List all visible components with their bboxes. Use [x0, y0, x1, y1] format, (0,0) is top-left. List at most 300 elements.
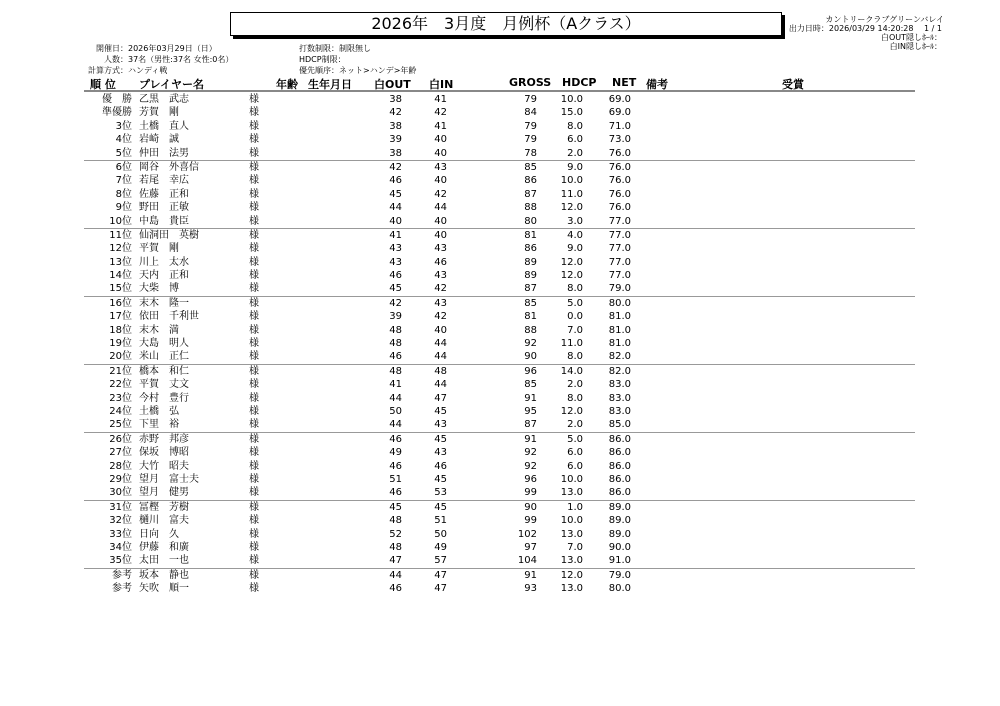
- results-table: [84, 93, 915, 595]
- gross-score: 85: [524, 161, 537, 173]
- in-score: 47: [434, 569, 447, 581]
- table-row: [84, 501, 915, 514]
- rank-cell: 15位: [109, 283, 132, 295]
- out-score: 44: [389, 569, 402, 581]
- honorific: 様: [249, 555, 259, 567]
- hdcp-value: 4.0: [567, 229, 583, 241]
- player-name: 望月 富士夫: [139, 473, 199, 485]
- hdcp-value: 10.0: [560, 175, 583, 187]
- score-limit: 打数制限：制限無し: [299, 44, 371, 53]
- rank-cell: 30位: [109, 487, 132, 499]
- net-score: 86.0: [608, 460, 631, 472]
- honorific: 様: [249, 188, 259, 200]
- out-score: 40: [389, 215, 402, 227]
- net-score: 89.0: [608, 501, 631, 513]
- gross-score: 92: [524, 460, 537, 472]
- gross-score: 87: [524, 419, 537, 431]
- net-score: 82.0: [608, 351, 631, 363]
- net-score: 86.0: [608, 473, 631, 485]
- honorific: 様: [249, 175, 259, 187]
- honorific: 様: [249, 351, 259, 363]
- header-rank: 順 位: [90, 78, 116, 91]
- hdcp-value: 13.0: [560, 528, 583, 540]
- gross-score: 79: [524, 120, 537, 132]
- out-score: 45: [389, 188, 402, 200]
- player-name: 乙黒 武志: [139, 94, 189, 105]
- player-name: 太田 一也: [139, 555, 189, 567]
- honorific: 様: [249, 134, 259, 146]
- net-score: 83.0: [608, 379, 631, 391]
- honorific: 様: [249, 270, 259, 282]
- in-score: 50: [434, 528, 447, 540]
- out-score: 39: [389, 134, 402, 146]
- table-row: [84, 460, 915, 473]
- out-score: 45: [389, 501, 402, 513]
- table-row: [84, 418, 915, 432]
- rank-cell: 20位: [109, 351, 132, 363]
- net-score: 86.0: [608, 447, 631, 459]
- rank-cell: 29位: [109, 473, 132, 485]
- player-name: 佐藤 正和: [139, 188, 189, 200]
- honorific: 様: [249, 256, 259, 268]
- net-score: 89.0: [608, 515, 631, 527]
- table-row: [84, 201, 915, 214]
- player-name: 土橋 弘: [139, 405, 179, 417]
- gross-score: 89: [524, 256, 537, 268]
- player-name: 仙洞田 英樹: [139, 229, 199, 241]
- net-score: 83.0: [608, 392, 631, 404]
- table-row: [84, 514, 915, 527]
- rank-cell: 34位: [109, 541, 132, 553]
- player-name: 伊藤 和廣: [139, 541, 189, 553]
- net-score: 77.0: [608, 215, 631, 227]
- player-name: 末木 満: [139, 324, 179, 336]
- player-name: 保坂 博昭: [139, 447, 189, 459]
- header-age: 年齢: [276, 78, 298, 91]
- participant-count: 人数：37名（男性:37名 女性:0名）: [104, 55, 234, 64]
- table-row: [84, 133, 915, 146]
- in-score: 47: [434, 583, 447, 595]
- net-score: 91.0: [608, 555, 631, 567]
- hdcp-value: 12.0: [560, 569, 583, 581]
- rank-cell: 準優勝: [102, 107, 132, 119]
- out-score: 38: [389, 94, 402, 105]
- hdcp-value: 10.0: [560, 473, 583, 485]
- hdcp-value: 2.0: [567, 147, 583, 159]
- rank-cell: 5位: [115, 147, 132, 159]
- net-score: 73.0: [608, 134, 631, 146]
- net-score: 81.0: [608, 338, 631, 350]
- gross-score: 97: [524, 541, 537, 553]
- table-row: [84, 120, 915, 133]
- rank-cell: 6位: [115, 161, 132, 173]
- in-score: 43: [434, 161, 447, 173]
- honorific: 様: [249, 297, 259, 309]
- rank-cell: 9位: [115, 202, 132, 214]
- gross-score: 87: [524, 283, 537, 295]
- table-header: [84, 75, 915, 92]
- honorific: 様: [249, 528, 259, 540]
- out-score: 48: [389, 515, 402, 527]
- hdcp-value: 6.0: [567, 447, 583, 459]
- rank-cell: 3位: [115, 120, 132, 132]
- in-score: 40: [434, 134, 447, 146]
- in-score: 40: [434, 229, 447, 241]
- table-row: [84, 161, 915, 174]
- rank-cell: 28位: [109, 460, 132, 472]
- gross-score: 87: [524, 188, 537, 200]
- header-birthdate: 生年月日: [308, 78, 352, 91]
- out-score: 48: [389, 324, 402, 336]
- out-score: 46: [389, 460, 402, 472]
- honorific: 様: [249, 147, 259, 159]
- rank-cell: 23位: [109, 392, 132, 404]
- hdcp-limit: HDCP制限：: [299, 55, 346, 64]
- gross-score: 85: [524, 379, 537, 391]
- table-row: [84, 473, 915, 486]
- gross-score: 95: [524, 405, 537, 417]
- table-row: [84, 378, 915, 391]
- header-gross: GROSS: [509, 76, 552, 89]
- hdcp-value: 2.0: [567, 379, 583, 391]
- player-name: 野田 正敏: [139, 202, 189, 214]
- net-score: 85.0: [608, 419, 631, 431]
- hdcp-value: 12.0: [560, 202, 583, 214]
- gross-score: 84: [524, 107, 537, 119]
- table-row: [84, 215, 915, 229]
- player-name: 矢吹 順一: [139, 583, 189, 595]
- player-name: 大柴 博: [139, 283, 179, 295]
- net-score: 86.0: [608, 433, 631, 445]
- hdcp-value: 13.0: [560, 583, 583, 595]
- rank-cell: 19位: [109, 338, 132, 350]
- in-score: 57: [434, 555, 447, 567]
- rank-cell: 参考: [112, 569, 132, 581]
- rank-cell: 12位: [109, 243, 132, 255]
- out-score: 46: [389, 487, 402, 499]
- header-name: プレイヤー名: [139, 78, 205, 91]
- gross-score: 102: [517, 528, 537, 540]
- in-score: 42: [434, 107, 447, 119]
- gross-score: 93: [524, 583, 537, 595]
- net-score: 81.0: [608, 311, 631, 323]
- rank-cell: 26位: [109, 433, 132, 445]
- report-title: 2026年 3月度 月例杯（Aクラス）: [230, 12, 782, 36]
- honorific: 様: [249, 487, 259, 499]
- priority-order: 優先順序：ネット>ハンデ>年齢: [299, 66, 417, 75]
- header-in: 白IN: [429, 78, 454, 91]
- honorific: 様: [249, 405, 259, 417]
- out-score: 46: [389, 270, 402, 282]
- net-score: 76.0: [608, 188, 631, 200]
- player-name: 米山 正仁: [139, 351, 189, 363]
- in-score: 44: [434, 338, 447, 350]
- player-name: 日向 久: [139, 528, 179, 540]
- in-score: 43: [434, 297, 447, 309]
- honorific: 様: [249, 583, 259, 595]
- hdcp-value: 9.0: [567, 161, 583, 173]
- rank-cell: 14位: [109, 270, 132, 282]
- in-score: 45: [434, 501, 447, 513]
- header-note: 備考: [646, 78, 668, 91]
- player-name: 川上 太水: [139, 256, 189, 268]
- in-score: 45: [434, 473, 447, 485]
- table-row: [84, 350, 915, 364]
- gross-score: 86: [524, 243, 537, 255]
- in-score: 41: [434, 94, 447, 105]
- player-name: 末木 隆一: [139, 297, 189, 309]
- table-row: [84, 486, 915, 500]
- in-score: 46: [434, 256, 447, 268]
- rank-cell: 33位: [109, 528, 132, 540]
- hdcp-value: 8.0: [567, 283, 583, 295]
- in-score: 40: [434, 147, 447, 159]
- hdcp-value: 7.0: [567, 541, 583, 553]
- out-score: 41: [389, 379, 402, 391]
- rank-cell: 24位: [109, 405, 132, 417]
- player-name: 岩崎 誠: [139, 134, 179, 146]
- net-score: 76.0: [608, 161, 631, 173]
- table-row: [84, 392, 915, 405]
- rank-cell: 17位: [109, 311, 132, 323]
- table-row: [84, 446, 915, 459]
- in-score: 51: [434, 515, 447, 527]
- gross-score: 91: [524, 433, 537, 445]
- rank-cell: 11位: [109, 229, 132, 241]
- net-score: 83.0: [608, 405, 631, 417]
- gross-score: 79: [524, 134, 537, 146]
- gross-score: 90: [524, 501, 537, 513]
- out-score: 52: [389, 528, 402, 540]
- header-net: NET: [612, 76, 637, 89]
- out-score: 38: [389, 147, 402, 159]
- in-score: 44: [434, 379, 447, 391]
- out-score: 42: [389, 107, 402, 119]
- hidden-out-holes: 白OUT隠しﾎｰﾙ：: [880, 33, 942, 42]
- print-timestamp: 出力日時：2026/03/29 14:20:28 1 / 1: [788, 24, 942, 33]
- table-row: [84, 310, 915, 323]
- net-score: 90.0: [608, 541, 631, 553]
- player-name: 今村 豊行: [139, 392, 189, 404]
- hdcp-value: 1.0: [567, 501, 583, 513]
- in-score: 43: [434, 243, 447, 255]
- table-row: [84, 582, 915, 595]
- out-score: 41: [389, 229, 402, 241]
- in-score: 43: [434, 270, 447, 282]
- in-score: 42: [434, 188, 447, 200]
- hdcp-value: 13.0: [560, 487, 583, 499]
- gross-score: 78: [524, 147, 537, 159]
- net-score: 77.0: [608, 256, 631, 268]
- rank-cell: 参考: [112, 583, 132, 595]
- out-score: 42: [389, 297, 402, 309]
- gross-score: 90: [524, 351, 537, 363]
- out-score: 46: [389, 175, 402, 187]
- rank-cell: 27位: [109, 447, 132, 459]
- player-name: 天内 正和: [139, 270, 189, 282]
- rank-cell: 21位: [109, 365, 132, 377]
- net-score: 82.0: [608, 365, 631, 377]
- out-score: 39: [389, 311, 402, 323]
- header-prize: 受賞: [782, 78, 804, 91]
- gross-score: 104: [517, 555, 537, 567]
- honorific: 様: [249, 419, 259, 431]
- out-score: 44: [389, 419, 402, 431]
- in-score: 40: [434, 215, 447, 227]
- honorific: 様: [249, 460, 259, 472]
- honorific: 様: [249, 473, 259, 485]
- hdcp-value: 15.0: [560, 107, 583, 119]
- hdcp-value: 11.0: [560, 338, 583, 350]
- hdcp-value: 10.0: [560, 94, 583, 105]
- out-score: 45: [389, 283, 402, 295]
- table-row: [84, 297, 915, 310]
- table-row: [84, 147, 915, 161]
- player-name: 依田 千利世: [139, 311, 199, 323]
- player-name: 平賀 剛: [139, 243, 179, 255]
- honorific: 様: [249, 501, 259, 513]
- in-score: 44: [434, 202, 447, 214]
- in-score: 44: [434, 351, 447, 363]
- net-score: 71.0: [608, 120, 631, 132]
- table-row: [84, 174, 915, 187]
- net-score: 76.0: [608, 202, 631, 214]
- honorific: 様: [249, 447, 259, 459]
- out-score: 48: [389, 541, 402, 553]
- gross-score: 96: [524, 365, 537, 377]
- rank-cell: 35位: [109, 555, 132, 567]
- player-name: 中島 貴臣: [139, 215, 189, 227]
- gross-score: 88: [524, 202, 537, 214]
- honorific: 様: [249, 324, 259, 336]
- player-name: 橋本 和仁: [139, 365, 189, 377]
- in-score: 49: [434, 541, 447, 553]
- rank-cell: 31位: [109, 501, 132, 513]
- honorific: 様: [249, 161, 259, 173]
- hdcp-value: 12.0: [560, 270, 583, 282]
- honorific: 様: [249, 215, 259, 227]
- in-score: 45: [434, 405, 447, 417]
- hdcp-value: 11.0: [560, 188, 583, 200]
- gross-score: 92: [524, 447, 537, 459]
- honorific: 様: [249, 365, 259, 377]
- player-name: 赤野 邦彦: [139, 433, 189, 445]
- table-row: [84, 106, 915, 119]
- honorific: 様: [249, 283, 259, 295]
- net-score: 80.0: [608, 583, 631, 595]
- player-name: 大島 明人: [139, 338, 189, 350]
- in-score: 46: [434, 460, 447, 472]
- gross-score: 88: [524, 324, 537, 336]
- table-row: [84, 256, 915, 269]
- gross-score: 92: [524, 338, 537, 350]
- out-score: 50: [389, 405, 402, 417]
- player-name: 芳賀 剛: [139, 107, 179, 119]
- player-name: 仲田 法男: [139, 147, 189, 159]
- table-row: [84, 337, 915, 350]
- out-score: 43: [389, 243, 402, 255]
- rank-cell: 4位: [115, 134, 132, 146]
- hdcp-value: 12.0: [560, 256, 583, 268]
- out-score: 46: [389, 583, 402, 595]
- table-row: [84, 528, 915, 541]
- net-score: 79.0: [608, 283, 631, 295]
- rank-cell: 22位: [109, 379, 132, 391]
- hdcp-value: 14.0: [560, 365, 583, 377]
- gross-score: 91: [524, 569, 537, 581]
- hdcp-value: 10.0: [560, 515, 583, 527]
- in-score: 40: [434, 324, 447, 336]
- in-score: 43: [434, 419, 447, 431]
- player-name: 望月 健男: [139, 487, 189, 499]
- honorific: 様: [249, 243, 259, 255]
- net-score: 69.0: [608, 107, 631, 119]
- out-score: 46: [389, 351, 402, 363]
- net-score: 76.0: [608, 175, 631, 187]
- table-row: [84, 229, 915, 242]
- out-score: 47: [389, 555, 402, 567]
- out-score: 43: [389, 256, 402, 268]
- in-score: 53: [434, 487, 447, 499]
- in-score: 47: [434, 392, 447, 404]
- hdcp-value: 6.0: [567, 134, 583, 146]
- net-score: 86.0: [608, 487, 631, 499]
- hdcp-value: 6.0: [567, 460, 583, 472]
- table-row: [84, 324, 915, 337]
- gross-score: 79: [524, 94, 537, 105]
- gross-score: 81: [524, 229, 537, 241]
- honorific: 様: [249, 107, 259, 119]
- out-score: 44: [389, 202, 402, 214]
- hdcp-value: 3.0: [567, 215, 583, 227]
- out-score: 38: [389, 120, 402, 132]
- honorific: 様: [249, 94, 259, 105]
- in-score: 48: [434, 365, 447, 377]
- hdcp-value: 12.0: [560, 405, 583, 417]
- in-score: 41: [434, 120, 447, 132]
- hdcp-value: 8.0: [567, 351, 583, 363]
- rank-cell: 25位: [109, 419, 132, 431]
- honorific: 様: [249, 392, 259, 404]
- hdcp-value: 5.0: [567, 297, 583, 309]
- honorific: 様: [249, 202, 259, 214]
- net-score: 69.0: [608, 94, 631, 105]
- club-name: カントリークラブグリーンバレイ: [825, 15, 944, 24]
- in-score: 45: [434, 433, 447, 445]
- honorific: 様: [249, 338, 259, 350]
- in-score: 42: [434, 283, 447, 295]
- player-name: 下里 裕: [139, 419, 179, 431]
- table-row: [84, 365, 915, 378]
- honorific: 様: [249, 569, 259, 581]
- gross-score: 81: [524, 311, 537, 323]
- header-out: 白OUT: [374, 78, 411, 91]
- net-score: 79.0: [608, 569, 631, 581]
- gross-score: 89: [524, 270, 537, 282]
- hdcp-value: 7.0: [567, 324, 583, 336]
- table-row: [84, 405, 915, 418]
- hdcp-value: 8.0: [567, 392, 583, 404]
- in-score: 43: [434, 447, 447, 459]
- player-name: 樋川 富夫: [139, 515, 189, 527]
- table-row: [84, 188, 915, 201]
- header-hdcp: HDCP: [562, 76, 597, 89]
- out-score: 44: [389, 392, 402, 404]
- player-name: 冨樫 芳樹: [139, 501, 189, 513]
- table-row: [84, 93, 915, 106]
- net-score: 77.0: [608, 229, 631, 241]
- rank-cell: 8位: [115, 188, 132, 200]
